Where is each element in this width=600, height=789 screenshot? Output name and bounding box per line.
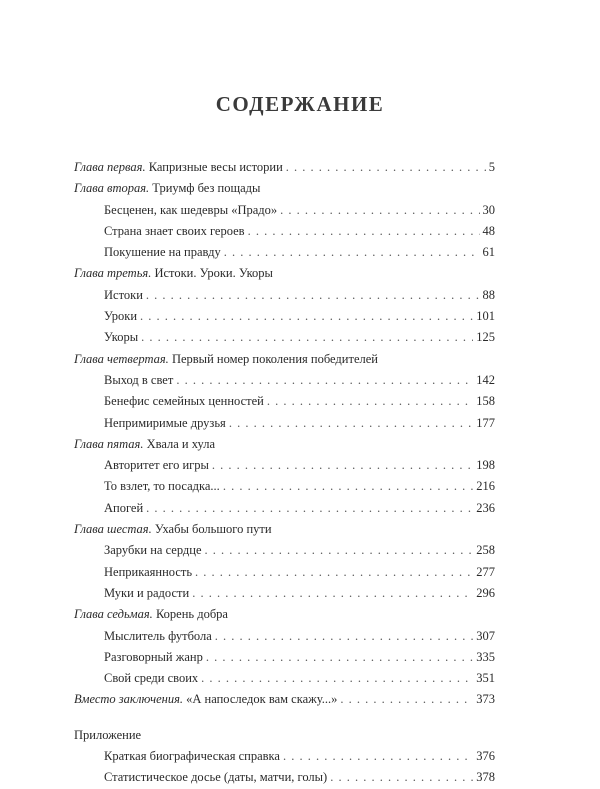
page-number: 376 xyxy=(476,749,495,764)
dot-leader xyxy=(248,221,480,242)
page-number: 236 xyxy=(476,500,495,515)
toc-appendix-item[interactable] xyxy=(74,767,495,788)
toc-section[interactable] xyxy=(74,476,495,497)
dot-leader xyxy=(146,285,480,306)
dot-leader xyxy=(201,668,473,689)
chapter-prefix: Глава первая. xyxy=(74,160,146,174)
conclusion-name: «А напоследок вам скажу...» xyxy=(186,692,338,707)
section-name: Муки и радости xyxy=(104,585,190,600)
dot-leader xyxy=(229,413,473,434)
toc-section[interactable] xyxy=(74,200,495,221)
chapter-name: Хвала и хула xyxy=(146,436,215,451)
section-name: Укоры xyxy=(104,330,139,345)
section-name: Уроки xyxy=(104,309,138,324)
toc-appendix-heading xyxy=(74,725,495,746)
chapter-prefix: Глава четвертая. xyxy=(74,351,169,366)
page-number: 5 xyxy=(488,160,495,174)
toc-section[interactable] xyxy=(74,540,495,561)
dot-leader xyxy=(176,370,473,391)
page-number: 335 xyxy=(476,649,495,664)
page-number: 258 xyxy=(476,543,495,558)
section-name: Зарубки на сердце xyxy=(104,543,202,558)
appendix-heading: Приложение xyxy=(74,727,142,742)
toc-chapter-6[interactable] xyxy=(74,519,495,540)
page-number: 48 xyxy=(482,223,495,238)
page-number: 88 xyxy=(482,287,495,302)
toc-section[interactable] xyxy=(74,242,495,263)
conclusion-prefix: Вместо заключения. xyxy=(74,692,184,707)
chapter-prefix: Глава третья. xyxy=(74,266,152,281)
chapter-name: Первый номер поколения победителей xyxy=(171,351,378,366)
appendix-item-name: Краткая биографическая справка xyxy=(104,749,280,764)
page-number: 296 xyxy=(476,585,495,600)
section-name: Мыслитель футбола xyxy=(104,628,212,643)
toc-chapter-1[interactable] xyxy=(74,157,495,178)
dot-leader xyxy=(192,583,473,604)
dot-leader xyxy=(141,327,473,348)
page-number: 158 xyxy=(476,394,495,409)
section-name: Истоки xyxy=(104,287,143,302)
toc-chapter-4[interactable] xyxy=(74,349,495,370)
chapter-name: Ухабы большого пути xyxy=(154,522,272,537)
toc-section[interactable] xyxy=(74,626,495,647)
section-name: Неприкаянность xyxy=(104,564,193,579)
dot-leader xyxy=(215,626,473,647)
toc-section[interactable] xyxy=(74,583,495,604)
section-name: Апогей xyxy=(104,500,144,515)
section-name: Страна знает своих героев xyxy=(104,223,245,238)
page-number: 277 xyxy=(476,564,495,579)
section-name: Бесценен, как шедевры «Прадо» xyxy=(104,202,278,217)
dot-leader xyxy=(205,540,474,561)
toc-chapter-7[interactable] xyxy=(74,604,495,625)
dot-leader xyxy=(212,455,473,476)
section-name: Выход в свет xyxy=(104,372,174,387)
dot-leader xyxy=(286,157,486,178)
toc-section[interactable] xyxy=(74,455,495,476)
dot-leader xyxy=(146,498,473,519)
toc-section[interactable] xyxy=(74,327,495,348)
toc-section[interactable] xyxy=(74,668,495,689)
toc-section[interactable] xyxy=(74,306,495,327)
toc-section[interactable] xyxy=(74,413,495,434)
dot-leader xyxy=(283,746,473,767)
toc-section[interactable] xyxy=(74,370,495,391)
toc-section[interactable] xyxy=(74,221,495,242)
page-number: 177 xyxy=(476,415,495,430)
page-number: 61 xyxy=(482,245,495,260)
table-of-contents xyxy=(74,157,495,789)
toc-appendix-item[interactable] xyxy=(74,746,495,767)
page-number: 216 xyxy=(476,479,495,494)
page-number: 378 xyxy=(476,770,495,785)
page-number: 373 xyxy=(476,692,495,707)
dot-leader xyxy=(267,391,473,412)
toc-section[interactable] xyxy=(74,647,495,668)
page-number: 351 xyxy=(476,671,495,686)
section-name: Бенефис семейных ценностей xyxy=(104,394,264,409)
section-name: То взлет, то посадка... xyxy=(104,479,220,494)
page-number: 30 xyxy=(482,202,495,217)
section-name: Покушение на правду xyxy=(104,245,221,260)
dot-leader xyxy=(340,689,473,710)
toc-chapter-5[interactable] xyxy=(74,434,495,455)
section-name: Свой среди своих xyxy=(104,671,199,686)
toc-chapter-3[interactable] xyxy=(74,263,495,284)
chapter-name: Капризные весы истории xyxy=(148,160,283,174)
chapter-prefix: Глава пятая. xyxy=(74,436,144,451)
toc-chapter-2[interactable] xyxy=(74,178,495,199)
chapter-prefix: Глава седьмая. xyxy=(74,607,153,622)
chapter-prefix: Глава вторая. xyxy=(74,181,150,196)
dot-leader xyxy=(140,306,473,327)
chapter-name: Триумф без пощады xyxy=(152,181,261,196)
dot-leader xyxy=(195,562,473,583)
page-number: 125 xyxy=(476,330,495,345)
chapter-prefix: Глава шестая. xyxy=(74,522,152,537)
dot-leader xyxy=(224,242,480,263)
chapter-name: Корень добра xyxy=(155,607,228,622)
section-name: Непримиримые друзья xyxy=(104,415,226,430)
page-number: 307 xyxy=(476,628,495,643)
dot-leader xyxy=(223,476,473,497)
page-title: СОДЕРЖАНИЕ xyxy=(215,92,385,116)
toc-conclusion[interactable] xyxy=(74,689,495,710)
dot-leader xyxy=(280,200,479,221)
toc-section[interactable] xyxy=(74,285,495,306)
page-number: 101 xyxy=(476,309,495,324)
toc-section[interactable] xyxy=(74,498,495,519)
toc-section[interactable] xyxy=(74,562,495,583)
section-name: Разговорный жанр xyxy=(104,649,203,664)
page-number: 142 xyxy=(476,372,495,387)
section-name: Авторитет его игры xyxy=(104,458,209,473)
toc-section[interactable] xyxy=(74,391,495,412)
page-number: 198 xyxy=(476,458,495,473)
chapter-name: Истоки. Уроки. Укоры xyxy=(154,266,273,281)
dot-leader xyxy=(206,647,473,668)
appendix-item-name: Статистическое досье (даты, матчи, голы) xyxy=(104,770,328,785)
dot-leader xyxy=(330,767,473,788)
